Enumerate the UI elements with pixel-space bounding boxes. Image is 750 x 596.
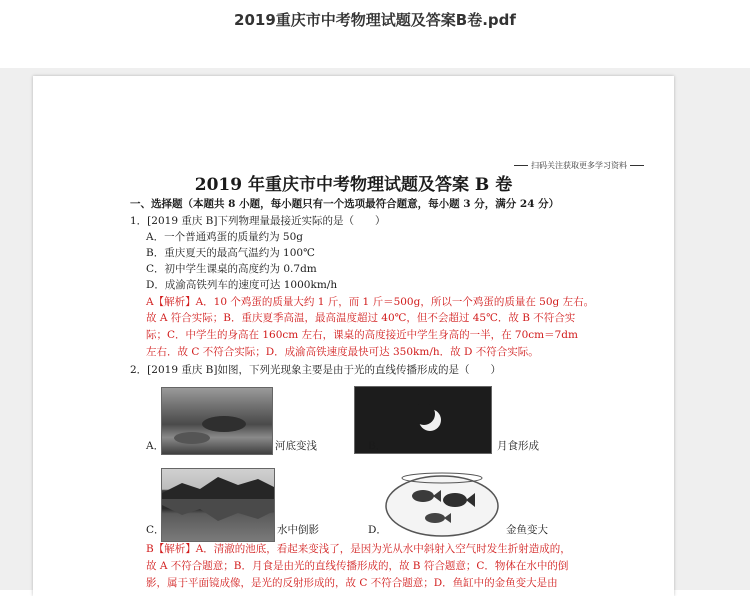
question-1-analysis-line: 故 A 符合实际；B．重庆夏季高温，最高温度超过 40℃，但不会超过 45℃．故 B 不符合实: [146, 312, 576, 324]
question-1-analysis-line: 左右．故 C 不符合实际；D．成渝高铁速度最快可达 350km/h．故 D 不符合实际。: [146, 346, 539, 358]
question-2-analysis-line: 影，属于平面镜成像，是光的反射形成的，故 C 不符合题意；D．鱼缸中的金鱼变大是由: [146, 577, 558, 589]
question-2-analysis-line: B【解析】A．清澈的池底，看起来变浅了，是因为光从水中斜射入空气时发生折射造成的，: [146, 543, 571, 555]
water-reflection-photo: [161, 468, 275, 542]
question-1-analysis-line: A【解析】A．10 个鸡蛋的质量大约 1 斤，而 1 斤＝500g，所以一个鸡蛋的质量在 50g 左右。: [146, 296, 595, 308]
question-1-option-c: C．初中学生课桌的高度约为 0.7dm: [146, 263, 317, 275]
question-2-option-b-letter: B．: [368, 440, 387, 452]
pdf-viewer[interactable]: [0, 68, 750, 590]
question-2-analysis-line: 故 A 不符合题意；B．月食是由光的直线传播形成的，故 B 符合题意；C．物体在水中的倒: [146, 560, 569, 572]
earth-shadow-shape: [413, 403, 435, 425]
question-2-option-b-caption: 月食形成: [497, 440, 539, 452]
question-1-option-b: B．重庆夏天的最高气温约为 100℃: [146, 247, 315, 259]
document-title: 2019重庆市中考物理试题及答案B卷.pdf: [234, 11, 516, 29]
question-1-option-d: D．成渝高铁列车的速度可达 1000km/h: [146, 279, 338, 291]
question-2-stem: 2．[2019 重庆 B]如图，下列光现象主要是由于光的直线传播形成的是（ ）: [130, 364, 501, 376]
riverbed-photo: [161, 387, 273, 455]
section-heading: 一、选择题（本题共 8 小题，每小题只有一个选项最符合题意，每小题 3 分，满分 24 分）: [130, 198, 560, 210]
question-2-option-c-caption: 水中倒影: [277, 524, 319, 536]
viewer-header: [0, 0, 750, 68]
question-2-option-c-letter: C．: [146, 524, 165, 536]
question-2-option-d-letter: D．: [368, 524, 387, 536]
paper-title: 2019 年重庆市中考物理试题及答案 B 卷: [194, 175, 513, 195]
question-2-option-a-letter: A．: [146, 440, 165, 452]
scan-note: 扫码关注获取更多学习资料: [511, 160, 647, 171]
question-2-option-a-caption: 河底变浅: [275, 440, 317, 452]
question-1-option-a: A．一个普通鸡蛋的质量约为 50g: [146, 231, 304, 243]
question-1-stem: 1．[2019 重庆 B]下列物理量最接近实际的是（ ）: [130, 215, 386, 227]
goldfish-bowl-photo: [383, 466, 501, 538]
question-2-option-d-caption: 金鱼变大: [506, 524, 548, 536]
question-1-analysis-line: 际；C．中学生的身高在 160cm 左右，课桌的高度接近中学生身高的一半，在 70cm＝7dm: [146, 329, 578, 341]
pdf-page: [33, 76, 674, 596]
